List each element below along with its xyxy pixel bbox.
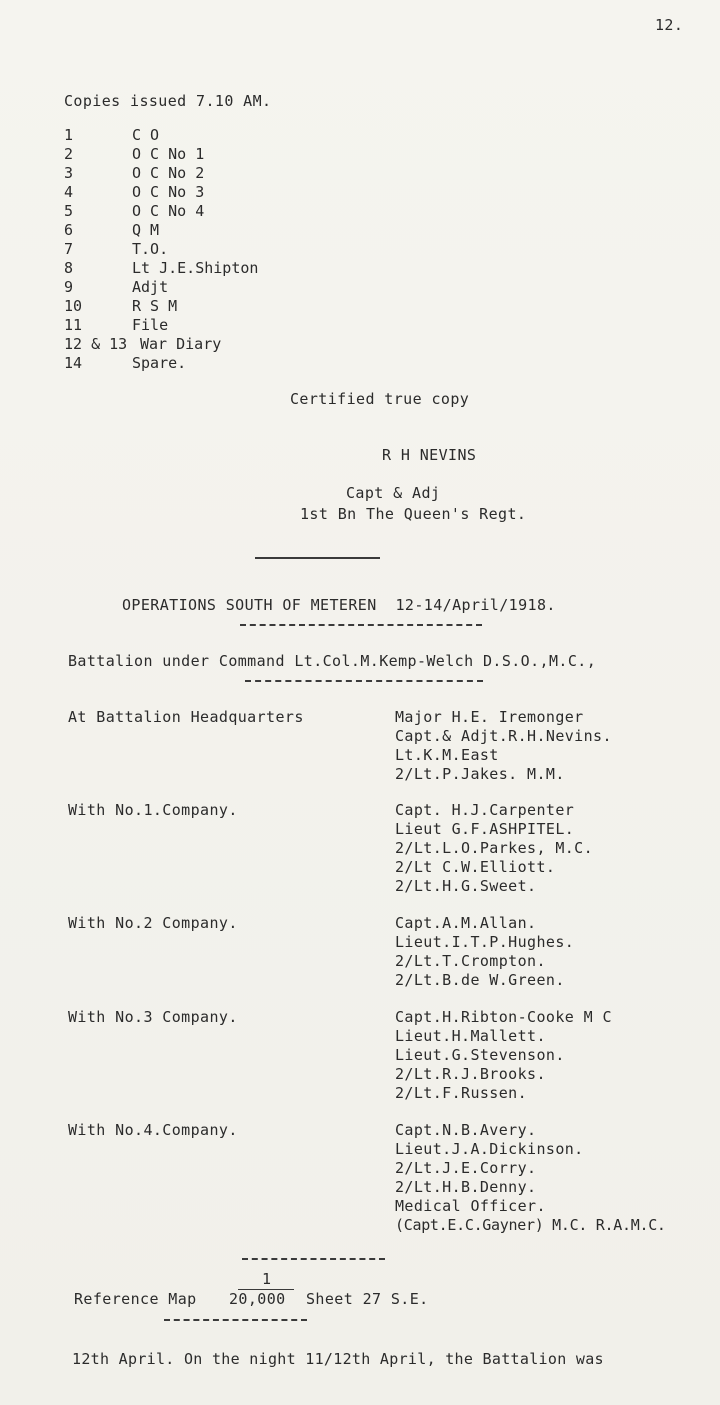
officer-name: 2/Lt.H.G.Sweet. xyxy=(395,877,537,895)
distribution-recipient: Adjt xyxy=(132,278,169,296)
distribution-number: 5 xyxy=(64,202,74,220)
distribution-number: 3 xyxy=(64,164,74,182)
distribution-number: 1 xyxy=(64,126,74,144)
distribution-recipient: O C No 4 xyxy=(132,202,205,220)
officer-name: 2/Lt C.W.Elliott. xyxy=(395,858,556,876)
officer-name: Medical Officer. xyxy=(395,1197,546,1215)
officer-list xyxy=(395,801,593,896)
officer-name: 2/Lt.H.B.Denny. xyxy=(395,1178,537,1196)
distribution-recipient: Lt J.E.Shipton xyxy=(132,259,259,277)
distribution-number: 2 xyxy=(64,145,74,163)
distribution-number: 9 xyxy=(64,278,74,296)
officer-name: Capt.& Adjt.R.H.Nevins. xyxy=(395,727,612,745)
copies-header: Copies issued 7.10 AM. xyxy=(64,92,272,110)
command-underline xyxy=(245,680,483,682)
group-label: With No.3 Company. xyxy=(68,1008,238,1026)
officer-name: Capt.H.Ribton-Cooke M C xyxy=(395,1008,612,1026)
officer-name: Lieut G.F.ASHPITEL. xyxy=(395,820,575,838)
officer-name: Capt. H.J.Carpenter xyxy=(395,801,575,819)
distribution-recipient: Q M xyxy=(132,221,160,239)
group-label: With No.4.Company. xyxy=(68,1121,238,1139)
reference-prefix: Reference Map xyxy=(74,1290,197,1308)
officer-name: 2/Lt.L.O.Parkes, M.C. xyxy=(395,839,594,857)
scale-denominator: 20,000 xyxy=(229,1290,286,1308)
distribution-recipient: O C No 1 xyxy=(132,145,205,163)
officer-list xyxy=(395,708,612,784)
officer-name: Lieut.H.Mallett. xyxy=(395,1027,546,1045)
title-underline xyxy=(240,624,482,626)
scale-numerator: 1 xyxy=(262,1270,272,1288)
officer-name: 2/Lt.F.Russen. xyxy=(395,1084,528,1102)
officer-name: Lieut.G.Stevenson. xyxy=(395,1046,565,1064)
distribution-number: 4 xyxy=(64,183,74,201)
section-divider xyxy=(255,557,380,559)
officer-name: Major H.E. Iremonger xyxy=(395,708,584,726)
officer-list xyxy=(395,1008,612,1103)
distribution-recipient: R S M xyxy=(132,297,178,315)
officer-name: 2/Lt.P.Jakes. M.M. xyxy=(395,765,565,783)
officer-name: Lieut.J.A.Dickinson. xyxy=(395,1140,584,1158)
officer-list xyxy=(395,914,574,990)
page-number: 12. xyxy=(655,16,684,34)
signatory-rank: Capt & Adj xyxy=(346,484,441,502)
distribution-recipient: O C No 2 xyxy=(132,164,205,182)
distribution-number: 8 xyxy=(64,259,74,277)
officer-list xyxy=(395,1121,666,1235)
distribution-recipient: T.O. xyxy=(132,240,169,258)
narrative-paragraph: 12th April. On the night 11/12th April, the Battalion was xyxy=(72,1350,604,1368)
distribution-recipient: File xyxy=(132,316,169,334)
operations-title: OPERATIONS SOUTH OF METEREN 12-14/April/1918. xyxy=(122,596,556,614)
reference-suffix: Sheet 27 S.E. xyxy=(306,1290,429,1308)
group-label: With No.1.Company. xyxy=(68,801,238,819)
battalion-command: Battalion under Command Lt.Col.M.Kemp-Welch D.S.O.,M.C., xyxy=(68,652,597,670)
distribution-number: 14 xyxy=(64,354,83,372)
distribution-recipient: War Diary xyxy=(140,335,222,353)
officer-name: Lt.K.M.East xyxy=(395,746,499,764)
distribution-recipient: Spare. xyxy=(132,354,187,372)
distribution-number: 7 xyxy=(64,240,74,258)
reference-divider xyxy=(242,1258,385,1260)
signatory-unit: 1st Bn The Queen's Regt. xyxy=(300,505,527,523)
officer-name: 2/Lt.J.E.Corry. xyxy=(395,1159,537,1177)
officer-name: 2/Lt.B.de W.Green. xyxy=(395,971,565,989)
officer-name: Capt.A.M.Allan. xyxy=(395,914,537,932)
distribution-number: 12 & 13 xyxy=(64,335,128,353)
officer-name: 2/Lt.R.J.Brooks. xyxy=(395,1065,546,1083)
reference-underline xyxy=(164,1319,307,1321)
officer-name: (Capt.E.C.Gayner) M.C. R.A.M.C. xyxy=(395,1216,666,1234)
officer-name: Lieut.I.T.P.Hughes. xyxy=(395,933,575,951)
signatory-name: R H NEVINS xyxy=(382,446,477,464)
officer-name: 2/Lt.T.Crompton. xyxy=(395,952,546,970)
distribution-number: 10 xyxy=(64,297,83,315)
distribution-recipient: O C No 3 xyxy=(132,183,205,201)
distribution-number: 6 xyxy=(64,221,74,239)
officer-name: Capt.N.B.Avery. xyxy=(395,1121,537,1139)
distribution-number: 11 xyxy=(64,316,83,334)
certified-line: Certified true copy xyxy=(290,390,470,408)
group-label: At Battalion Headquarters xyxy=(68,708,304,726)
group-label: With No.2 Company. xyxy=(68,914,238,932)
distribution-recipient: C O xyxy=(132,126,160,144)
